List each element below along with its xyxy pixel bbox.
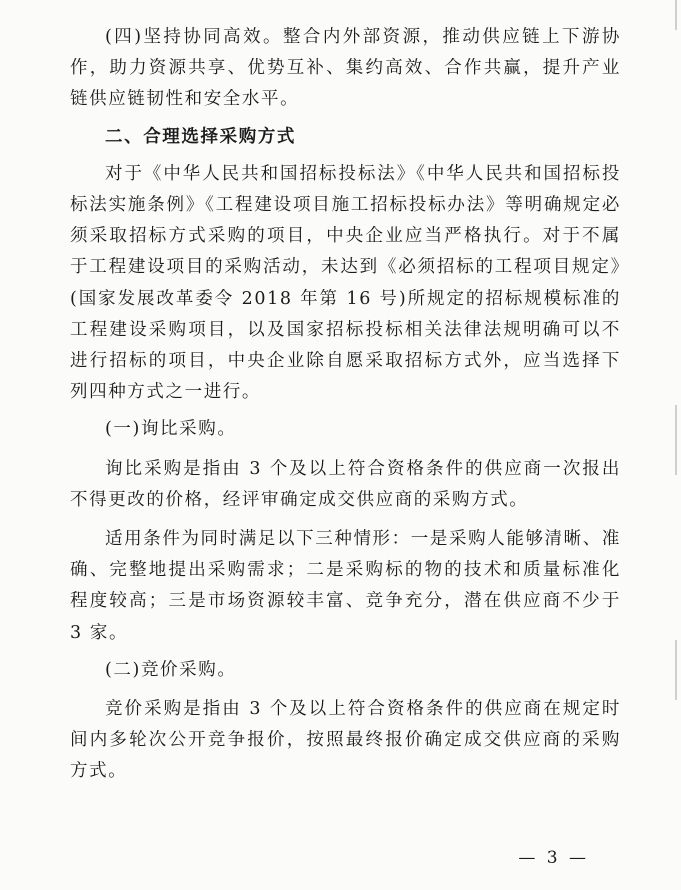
scan-edge-mark [675,640,677,700]
page-number: — 3 — [518,848,589,868]
scan-edge-mark [675,405,677,475]
paragraph-inquiry-conditions: 适用条件为同时满足以下三种情形：一是采购人能够清晰、准确、完整地提出采购需求；二是采购标的物的技术和质量标准化程度较高；三是市场资源较丰富、竞争充分，潜在供应商不少于 3 家。 [70,529,621,643]
subheading-inquiry-comparison: (一)询比采购。 [105,419,237,440]
paragraph-inquiry-definition: 询比采购是指由 3 个及以上符合资格条件的供应商一次报出不得更改的价格，经评审确定成交供应商的采购方式。 [70,458,621,510]
section-heading-procurement-methods: 二、合理选择采购方式 [105,126,296,147]
paragraph-bidding-definition: 竞价采购是指由 3 个及以上符合资格条件的供应商在规定时间内多轮次公开竞争报价，按照最终报价确定成交供应商的采购方式。 [70,699,621,782]
subheading-bidding-procurement: (二)竞价采购。 [105,659,237,680]
scan-edge-mark [675,0,677,30]
paragraph-principle-four: (四)坚持协同高效。整合内外部资源，推动供应链上下游协作，助力资源共享、优势互补、集约高效、合作共赢，提升产业链供应链韧性和安全水平。 [70,27,621,110]
paragraph-tendering-scope: 对于《中华人民共和国招标投标法》《中华人民共和国招标投标法实施条例》《工程建设项目施工招标投标办法》等明确规定必须采取招标方式采购的项目，中央企业应当严格执行。对于不属于工程建设项目的采购活动，未达到《必须招标的工程项目规定》(国家发展改革委令 2018 年第 16 号)所规定的招标规模标准的工程建设采购项目，以及国家招标投标相关法律法规明确可以不进行招标的项目，中央企业除自愿采取招标方式外，应当选择下列四种方式之一进行。 [70,163,621,403]
